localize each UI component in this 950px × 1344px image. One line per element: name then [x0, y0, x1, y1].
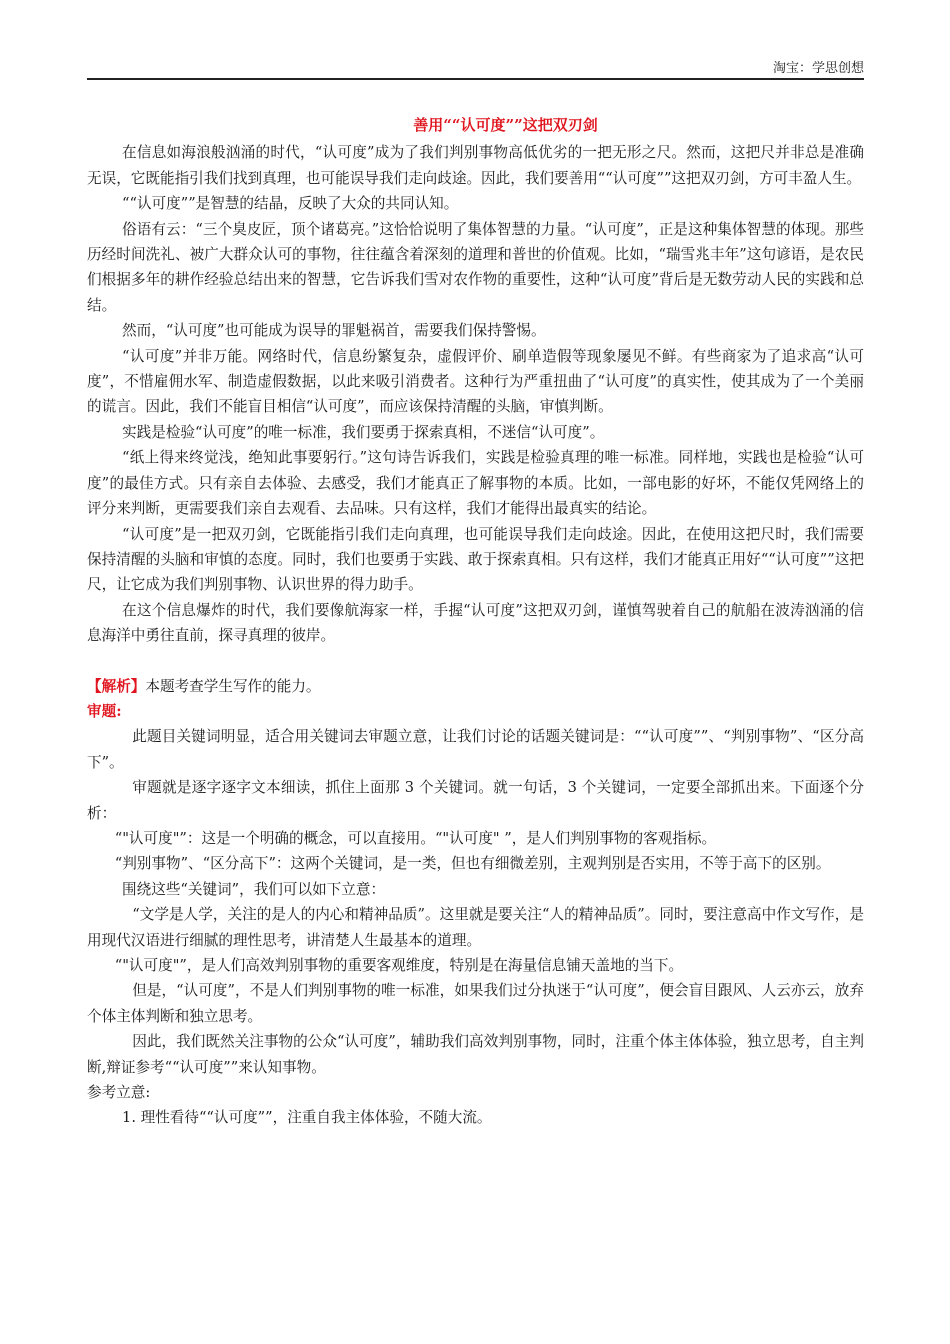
header-text: 淘宝：学思创想	[772, 61, 864, 76]
analysis-paragraph: “"认可度"”：这是一个明确的概念，可以直接用。“"认可度" ”，是人们判别事物的客观指标。	[114, 829, 717, 847]
analysis-paragraph: 围绕这些“关键词”，我们可以如下立意：	[122, 880, 386, 898]
analysis-paragraph: “"认可度"”，是人们高效判别事物的重要客观维度，特别是在海量信息铺天盖地的当下。	[114, 957, 684, 974]
analysis-paragraph: 此题目关键词明显，适合用关键词去审题立意，让我们讨论的话题关键词是：““认可度””、“判别事物”、“区分高下”。	[87, 728, 864, 771]
analysis-paragraph: 审题就是逐字逐字文本细读，抓住上面那 3 个关键词。就一句话，3 个关键词，一定要全部抓出来。下面逐个分析：	[87, 779, 864, 822]
reference-label: 参考立意:	[87, 1084, 151, 1102]
essay-paragraph: 实践是检验“认可度”的唯一标准，我们要勇于探索真相，不迷信“认可度”。	[122, 423, 605, 441]
section-spacer	[87, 649, 864, 674]
analysis-paragraph: 因此，我们既然关注事物的公众“认可度”，辅助我们高效判别事物，同时，注重个体主体体验，独立思考，自主判断,辩证参考““认可度””来认知事物。	[87, 1033, 864, 1076]
essay-paragraph: 然而，“认可度”也可能成为误导的罪魁祸首，需要我们保持警惕。	[122, 322, 546, 340]
analysis-label: 【解析】	[87, 677, 146, 695]
essay-title: 善用““认可度””这把双刃剑	[413, 116, 598, 134]
analysis-paragraph: “文学是人学，关注的是人的内心和精神品质”。这里就是要关注“人的精神品质”。同时，要注意高中作文写作，是用现代汉语进行细腻的理性思考，讲清楚人生最基本的道理。	[87, 906, 864, 949]
essay-paragraph: 在信息如海浪般汹涌的时代，“认可度”成为了我们判别事物高低优劣的一把无形之尺。然而，这把尺并非总是准确无误，它既能指引我们找到真理，也可能误导我们走向歧途。因此，我们要善用““认可度””这把双刃剑，方可丰盈人生。	[87, 144, 864, 187]
essay-paragraph: 俗语有云：“三个臭皮匠，顶个诸葛亮。”这恰恰说明了集体智慧的力量。“认可度”，正是这种集体智慧的体现。那些历经时间洗礼、被广大群众认可的事物，往往蕴含着深刻的道理和普世的价值观。比如，“瑞雪兆丰年”这句谚语，是农民们根据多年的耕作经验总结出来的智慧，它告诉我们雪对农作物的重要性，这种“认可度”背后是无数劳动人民的实践和总结。	[87, 220, 864, 314]
header-rule	[87, 78, 864, 80]
analysis-paragraph: “判别事物”、“区分高下”：这两个关键词，是一类，但也有细微差别，主观判别是否实用，不等于高下的区别。	[114, 855, 831, 873]
essay-paragraph: “认可度”并非万能。网络时代，信息纷繁复杂，虚假评价、刷单造假等现象屡见不鲜。有些商家为了追求高“认可度”，不惜雇佣水军、制造虚假数据，以此来吸引消费者。这种行为严重扭曲了“认可度”的真实性，使其成为了一个美丽的谎言。因此，我们不能盲目相信“认可度”，而应该保持清醒的头脑，审慎判断。	[87, 347, 864, 416]
review-label: 审题:	[87, 702, 122, 720]
document-content	[87, 113, 864, 1131]
reference-item: 1. 理性看待““认可度””，注重自我主体体验，不随大流。	[122, 1109, 492, 1127]
essay-paragraph: ““认可度””是智慧的结晶，反映了大众的共同认知。	[122, 195, 459, 213]
essay-paragraph: “认可度”是一把双刃剑，它既能指引我们走向真理，也可能误导我们走向歧途。因此，在使用这把尺时，我们需要保持清醒的头脑和审慎的态度。同时，我们也要勇于实践、敢于探索真相。只有这样，我们才能真正用好““认可度””这把尺，让它成为我们判别事物、认识世界的得力助手。	[87, 525, 864, 594]
essay-paragraph: “纸上得来终觉浅，绝知此事要躬行。”这句诗告诉我们，实践是检验真理的唯一标准。同样地，实践也是检验“认可度”的最佳方式。只有亲自去体验、去感受，我们才能真正了解事物的本质。比如，一部电影的好坏，不能仅凭网络上的评分来判断，更需要我们亲自去观看、去品味。只有这样，我们才能得出最真实的结论。	[87, 449, 864, 518]
essay-paragraph: 在这个信息爆炸的时代，我们要像航海家一样，手握“认可度”这把双刃剑，谨慎驾驶着自己的航船在波涛汹涌的信息海洋中勇往直前，探寻真理的彼岸。	[87, 601, 864, 645]
analysis-intro-text: 本题考查学生写作的能力。	[145, 677, 321, 695]
analysis-paragraph: 但是，“认可度”，不是人们判别事物的唯一标准，如果我们过分执迷于“认可度”，便会盲目跟风、人云亦云，放弃个体主体判断和独立思考。	[87, 982, 864, 1025]
analysis-intro	[87, 674, 864, 699]
